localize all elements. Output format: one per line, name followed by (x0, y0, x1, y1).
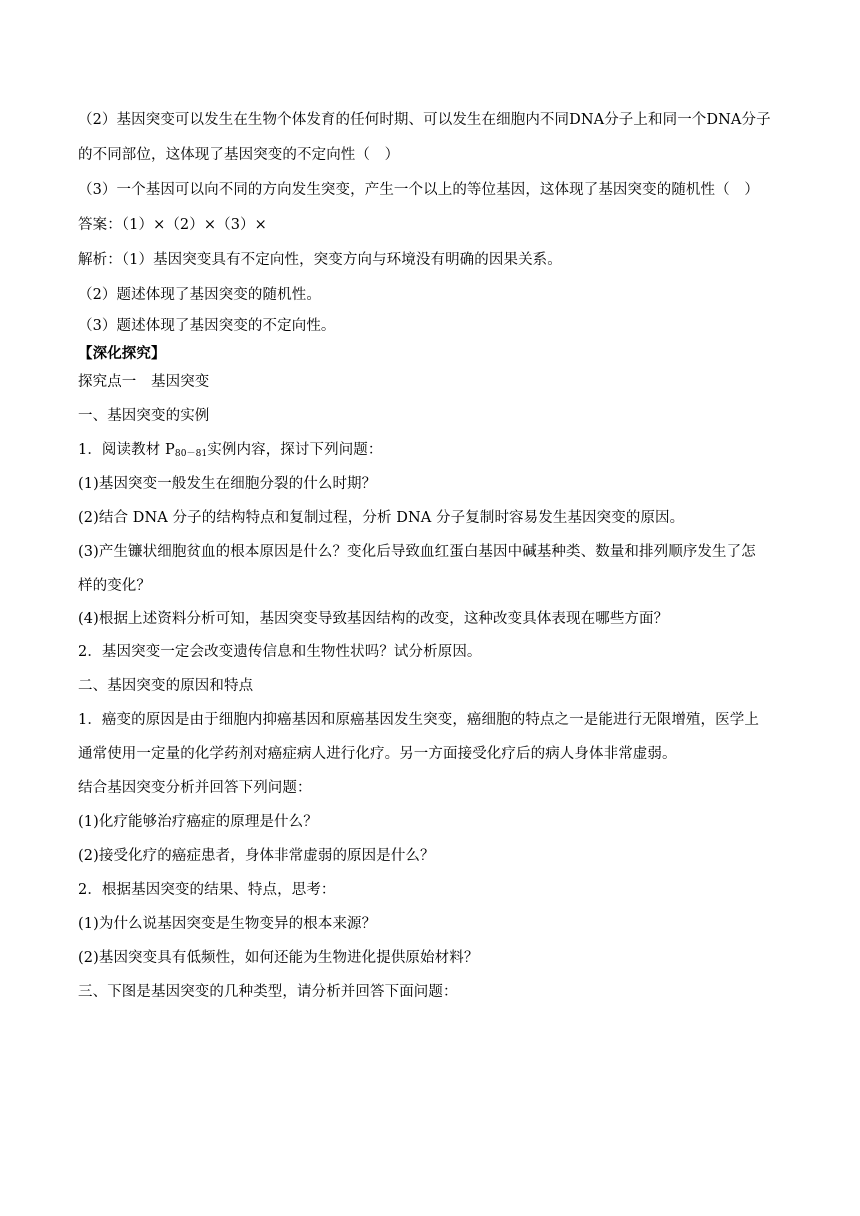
question-line-continued: 样的变化？ (78, 578, 151, 594)
question-line: (1)基因突变一般发生在细胞分裂的什么时期？ (78, 476, 377, 492)
question-line: (4)根据上述资料分析可知，基因突变导致基因结构的改变，这种改变具体表现在哪些方面？ (78, 611, 669, 627)
section-heading: 【深化探究】 (78, 345, 166, 362)
question-line: (2)结合 DNA 分子的结构特点和复制过程，分析 DNA 分子复制时容易发生基因突变的原因。 (78, 510, 685, 526)
question-3: （3）一个基因可以向不同的方向发生突变，产生一个以上的等位基因，这体现了基因突变的随机性（ ） (78, 182, 759, 198)
page-range-subscript: 80－81 (174, 449, 208, 459)
inquiry-point-title: 探究点一 基因突变 (78, 374, 210, 390)
part-one-heading: 一、基因突变的实例 (78, 408, 210, 424)
question-2-line-1: （2）基因突变可以发生在生物个体发育的任何时期、可以发生在细胞内不同DNA分子上和同一个DNA分子 (78, 112, 771, 128)
answer-line: 答案：（1）×（2）×（3）× (78, 217, 267, 233)
item-1-prefix: 1．阅读教材 P (78, 442, 175, 458)
question-line: (3)产生镰状细胞贫血的根本原因是什么？变化后导致血红蛋白基因中碱基种类、数量和排列顺序发生了怎 (78, 544, 756, 560)
analysis-line-2: （2）题述体现了基因突变的随机性。 (78, 287, 321, 303)
question-line: (2)接受化疗的癌症患者，身体非常虚弱的原因是什么？ (78, 848, 435, 864)
item-1-suffix: 实例内容，探讨下列问题： (207, 442, 383, 458)
question-line: (1)化疗能够治疗癌症的原理是什么？ (78, 814, 318, 830)
paragraph-line: 1．癌变的原因是由于细胞内抑癌基因和原癌基因发生突变，癌细胞的特点之一是能进行无限增殖，医学上 (78, 712, 759, 728)
part-two-heading: 二、基因突变的原因和特点 (78, 678, 254, 694)
instruction-line: 结合基因突变分析并回答下列问题： (78, 780, 312, 796)
question-2-line-2: 的不同部位，这体现了基因突变的不定向性（ ） (78, 147, 400, 163)
part-three-heading: 三、下图是基因突变的几种类型，请分析并回答下面问题： (78, 984, 458, 1000)
item-2: 2．基因突变一定会改变遗传信息和生物性状吗？试分析原因。 (78, 644, 482, 660)
analysis-line-1: 解析：（1）基因突变具有不定向性，突变方向与环境没有明确的因果关系。 (78, 252, 562, 268)
analysis-line-3: （3）题述体现了基因突变的不定向性。 (78, 318, 336, 334)
item-2-think: 2．根据基因突变的结果、特点，思考： (78, 882, 336, 898)
paragraph-line: 通常使用一定量的化学药剂对癌症病人进行化疗。另一方面接受化疗后的病人身体非常虚弱。 (78, 746, 677, 762)
question-line: (2)基因突变具有低频性，如何还能为生物进化提供原始材料？ (78, 950, 479, 966)
question-line: (1)为什么说基因突变是生物变异的根本来源？ (78, 916, 377, 932)
item-1-reading (78, 440, 790, 464)
